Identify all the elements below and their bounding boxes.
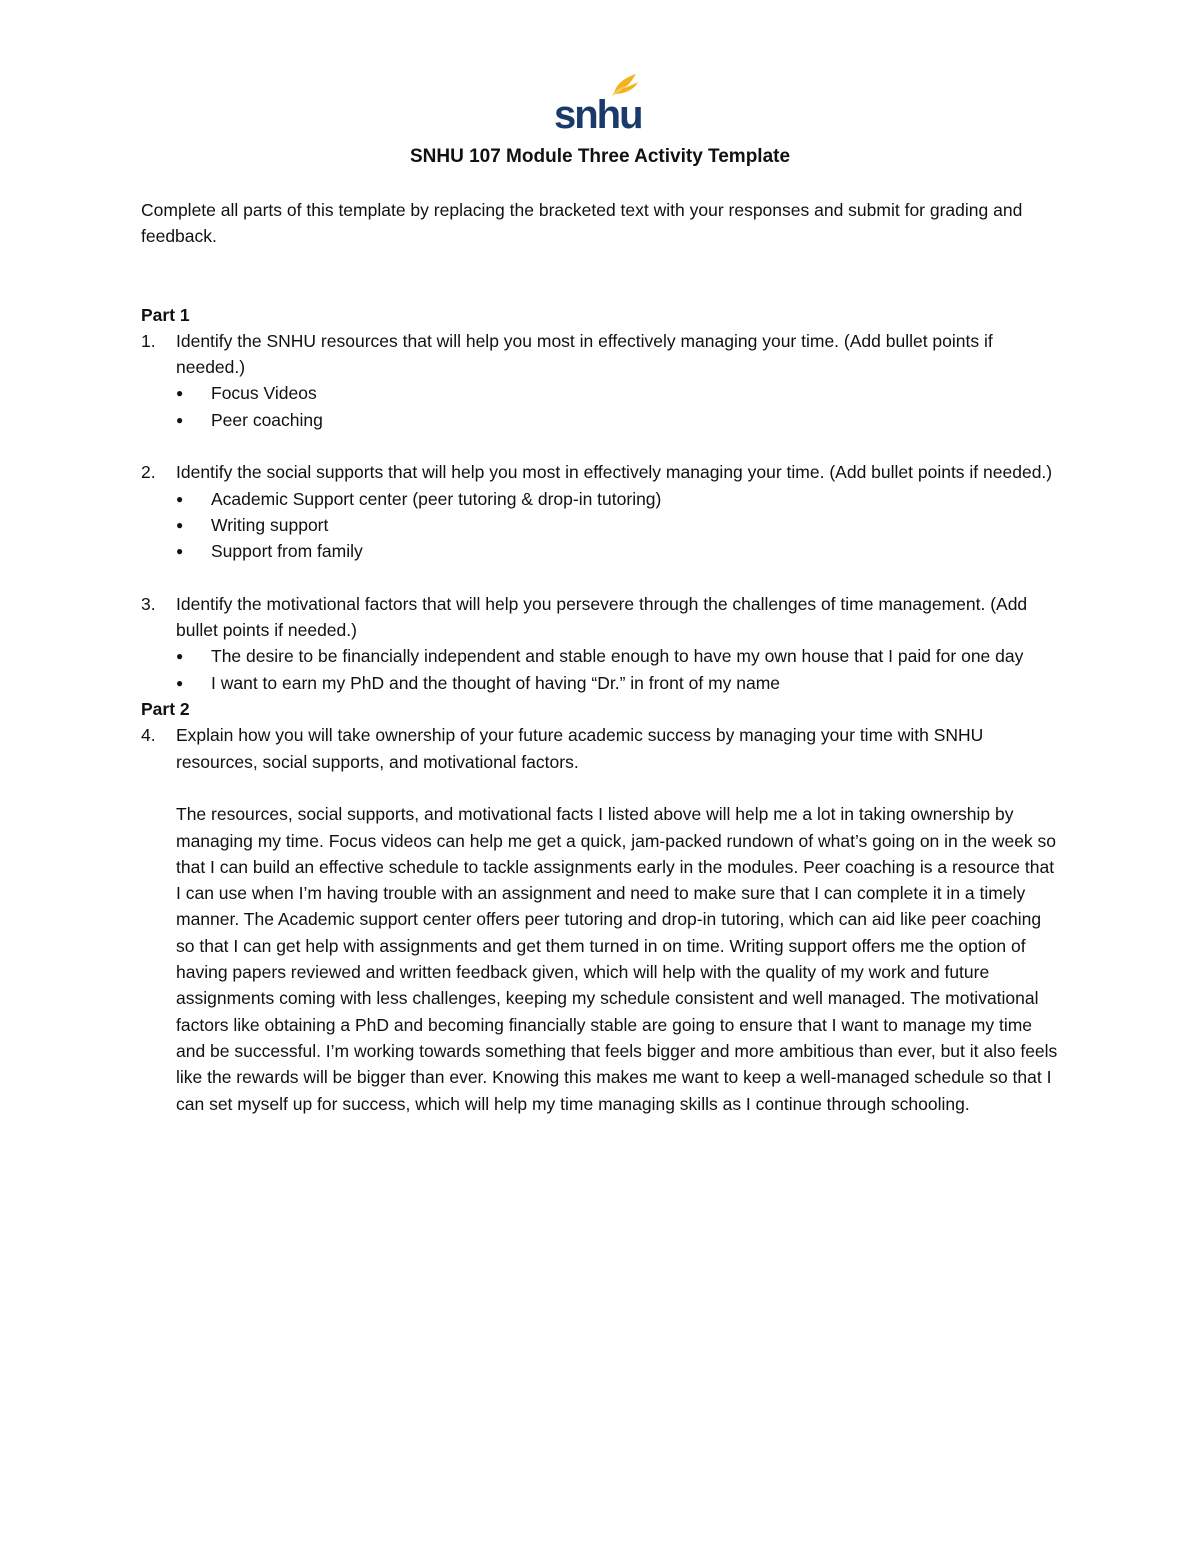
question-number: 1. xyxy=(141,330,156,351)
bullet-text: Focus Videos xyxy=(211,383,317,404)
list-item xyxy=(176,486,1061,512)
question-text: Identify the motivational factors that will help you persevere through the challenges of time management. (Add bullet points if needed.) xyxy=(176,593,1028,641)
bullet-icon: ● xyxy=(176,675,184,690)
bullet-text: Peer coaching xyxy=(211,409,323,430)
question-number: 2. xyxy=(141,462,156,483)
list-item xyxy=(176,380,1061,406)
list-item xyxy=(176,407,1061,433)
list-item xyxy=(176,670,1061,696)
part1-heading: Part 1 xyxy=(141,304,190,325)
question-number: 3. xyxy=(141,593,156,614)
question-1 xyxy=(141,328,1061,381)
document-body xyxy=(141,197,1061,1117)
question-3-bullets xyxy=(141,643,1061,696)
bullet-text: Academic Support center (peer tutoring & drop-in tutoring) xyxy=(211,488,662,509)
bullet-icon: ● xyxy=(176,517,184,532)
question-text: Identify the social supports that will help you most in effectively managing your time. (Add bullet points if needed.) xyxy=(176,462,1053,483)
bullet-text: Writing support xyxy=(211,514,329,535)
list-item xyxy=(176,643,1061,669)
question-4 xyxy=(141,722,1061,775)
question-number: 4. xyxy=(141,725,156,746)
document-title: SNHU 107 Module Three Activity Template xyxy=(409,146,791,167)
question-2 xyxy=(141,459,1061,485)
bullet-text: Support from family xyxy=(211,541,363,562)
bullet-icon: ● xyxy=(176,544,184,559)
list-item xyxy=(176,512,1061,538)
intro-paragraph: Complete all parts of this template by replacing the bracketed text with your responses and submit for grading and feedback. xyxy=(141,200,1023,247)
bullet-icon: ● xyxy=(176,649,184,664)
question-1-bullets xyxy=(141,380,1061,433)
question-3 xyxy=(141,591,1061,644)
bullet-icon: ● xyxy=(176,491,184,506)
bullet-icon: ● xyxy=(176,412,184,427)
snhu-logo xyxy=(552,72,642,134)
part2-heading: Part 2 xyxy=(141,699,190,720)
list-item xyxy=(176,538,1061,564)
bullet-text: I want to earn my PhD and the thought of having “Dr.” in front of my name xyxy=(211,672,781,693)
bullet-icon: ● xyxy=(176,386,184,401)
bullet-text: The desire to be financially independent and stable enough to have my own house that I paid for one day xyxy=(211,646,1024,667)
question-2-bullets xyxy=(141,486,1061,565)
question-text: Identify the SNHU resources that will help you most in effectively managing your time. (Add bullet points if needed.) xyxy=(176,330,993,378)
logo-wordmark: snhu xyxy=(554,93,642,134)
response-paragraph: The resources, social supports, and motivational facts I listed above will help me a lot in taking ownership by managing my time. Focus videos can help me get a quick, jam-packed rundown of what’s going on in the week so that I can build an effective schedule to tackle assignments early in the modules. Peer coaching is a resource that I can use when I’m having trouble with an assignment and need to make sure that I can complete it in a timely manner. The Academic support center offers peer tutoring and drop-in tutoring, which can aid like peer coaching so that I can get help with assignments and get them turned in on time. Writing support offers me the option of having papers reviewed and written feedback given, which will help with the quality of my work and future assignments coming with less challenges, keeping my schedule consistent and well managed. The motivational factors like obtaining a PhD and becoming financially stable are going to ensure that I want to manage my time and be successful. I’m working towards something that feels bigger and more ambitious than ever, but it also feels like the rewards will be bigger than ever. Knowing this makes me want to keep a well-managed schedule so that I can set myself up for success, which will help my time managing skills as I continue through schooling. xyxy=(176,804,1058,1114)
question-text: Explain how you will take ownership of your future academic success by managing your time with SNHU resources, social supports, and motivational factors. xyxy=(176,725,984,772)
flame-logo-icon xyxy=(552,72,642,134)
